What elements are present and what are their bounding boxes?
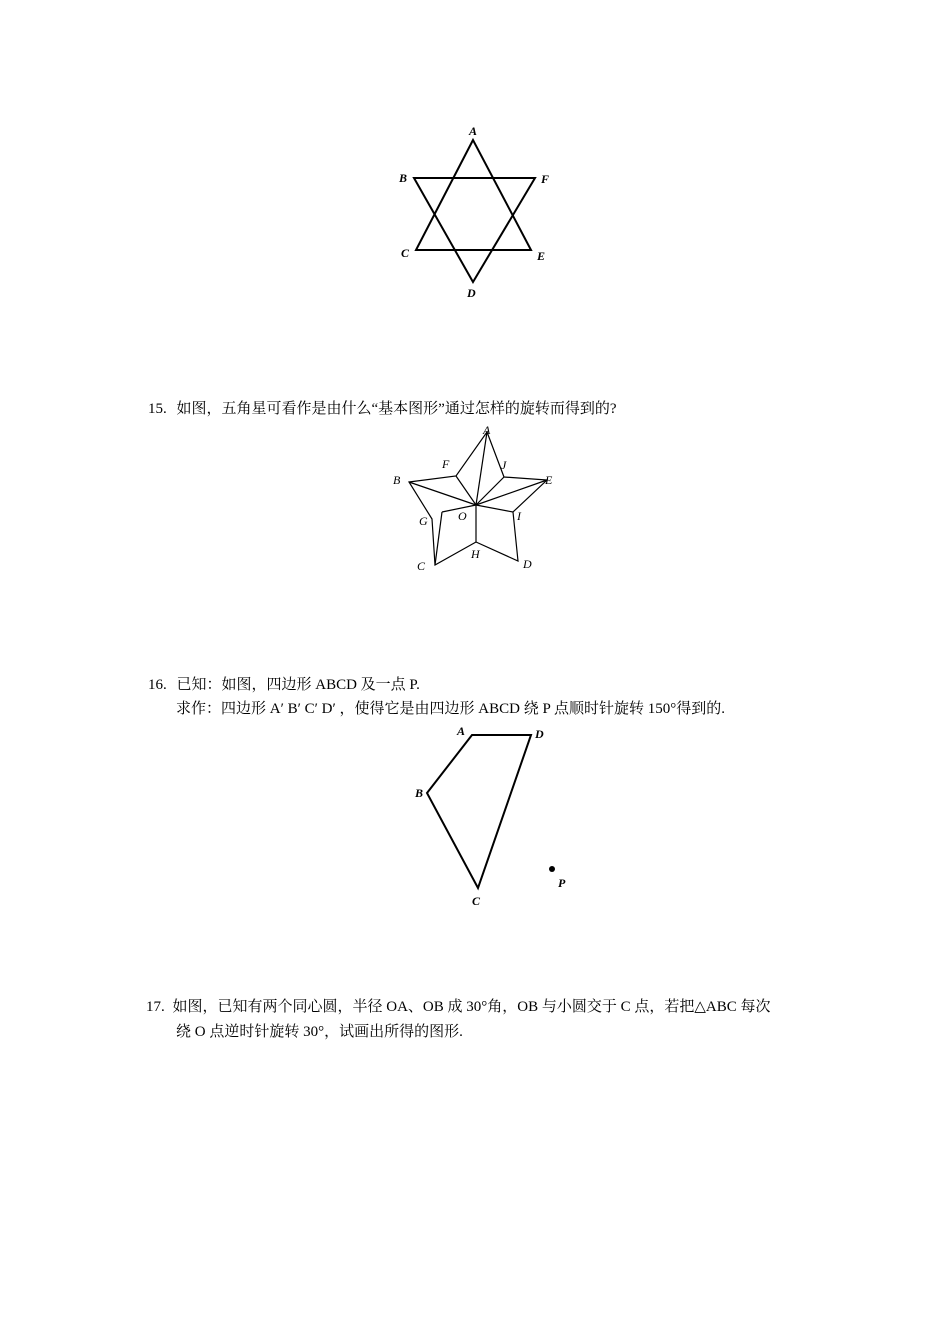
label-A: A [469, 124, 478, 138]
label-B: B [393, 473, 401, 487]
label-O: O [458, 509, 467, 523]
label-H: H [471, 547, 480, 561]
line-F-O [456, 476, 476, 505]
triangle-up [416, 140, 531, 250]
question-number: 17. [146, 999, 165, 1015]
label-E: E [537, 249, 546, 263]
label-J: J [501, 458, 507, 472]
label-C: C [401, 246, 410, 260]
question-16 [148, 674, 420, 696]
figure-hexagram [390, 120, 560, 305]
question-15 [148, 398, 616, 420]
label-A: A [483, 423, 491, 437]
point-P [549, 866, 555, 872]
question-line-1: 已知：如图，四边形 ABCD 及一点 P. [176, 677, 420, 693]
figure-quadrilateral [405, 722, 585, 912]
hexagram-svg [390, 120, 560, 305]
label-C: C [417, 559, 426, 573]
line-O-B [409, 482, 476, 505]
label-B: B [415, 786, 424, 800]
question-16-line-2: 求作：四边形 A′ B′ C′ D′ ，使得它是由四边形 ABCD 绕 P 点顺时针旋转 150°得到的. [176, 701, 726, 717]
quadrilateral-ABCD [427, 735, 531, 888]
star-outline [409, 432, 547, 565]
question-text: 如图，五角星可看作是由什么“基本图形”通过怎样的旋转而得到的? [176, 401, 617, 417]
question-17 [146, 996, 770, 1018]
line-J-O [476, 477, 504, 505]
label-C: C [472, 894, 481, 908]
label-F: F [541, 172, 550, 186]
line-O-I [476, 505, 513, 512]
question-number: 16. [148, 677, 167, 693]
triangle-down [414, 178, 535, 282]
quadrilateral-svg [405, 722, 585, 912]
label-P: P [558, 876, 566, 890]
line-G-C [435, 512, 442, 565]
label-G: G [419, 514, 428, 528]
label-B: B [399, 171, 408, 185]
label-D: D [467, 286, 476, 300]
figure-pentagram [385, 420, 565, 580]
label-D: D [523, 557, 532, 571]
label-F: F [442, 457, 450, 471]
pentagram-svg [385, 420, 565, 580]
question-line-1: 如图，已知有两个同心圆，半径 OA、OB 成 30°角，OB 与小圆交于 C 点，若把△ABC 每次 [172, 999, 771, 1015]
label-A: A [457, 724, 466, 738]
label-E: E [545, 473, 553, 487]
label-I: I [517, 509, 521, 523]
line-O-A [476, 432, 487, 505]
question-17-line-2: 绕 O 点逆时针旋转 30°，试画出所得的图形. [176, 1024, 463, 1040]
question-number: 15. [148, 401, 167, 417]
label-D: D [535, 727, 544, 741]
line-O-E [476, 480, 547, 505]
